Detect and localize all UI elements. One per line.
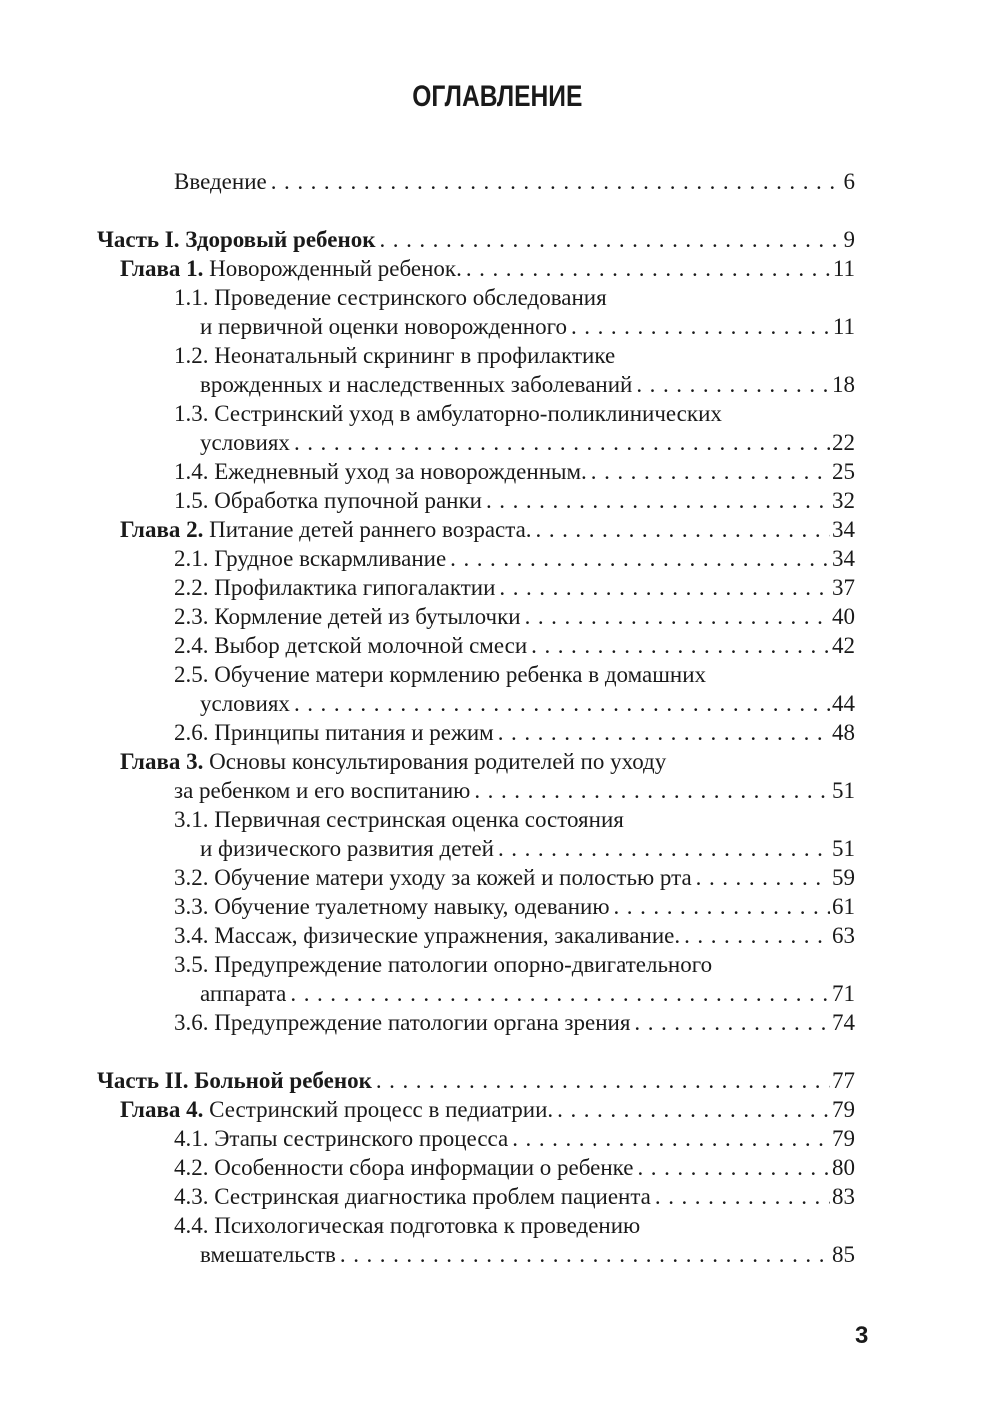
entry-page-number: 79 [832, 1126, 855, 1151]
entry-title: 2.4. Выбор детской молочной смеси [174, 633, 528, 658]
entry-page-number: 37 [832, 575, 855, 600]
leader-dots [474, 776, 830, 805]
entry-page-number: 25 [832, 459, 855, 484]
entry-title: 3.4. Массаж, физические упражнения, закаливание. [174, 923, 681, 948]
toc-entry-section[interactable] [0, 689, 1000, 718]
leader-dots [525, 602, 830, 631]
toc-entry-section[interactable] [0, 573, 1000, 602]
toc-entry-section[interactable] [0, 486, 1000, 515]
toc-entry-section[interactable] [0, 1153, 1000, 1182]
entry-text [200, 1240, 336, 1269]
entry-page-number: 77 [832, 1068, 855, 1093]
entry-title: 3.2. Обучение матери уходу за кожей и полостью рта [174, 865, 692, 890]
entry-title: за ребенком и его воспитанию [174, 778, 471, 803]
entry-title: 1.3. Сестринский уход в амбулаторно-поликлинических [174, 401, 722, 426]
entry-page-number: 34 [832, 517, 855, 542]
entry-text [174, 718, 494, 747]
toc-entry-chapter[interactable] [0, 254, 1000, 283]
toc-entry-section[interactable] [0, 950, 1000, 979]
entry-text [174, 457, 587, 486]
toc-entry-chapter[interactable] [0, 1095, 1000, 1124]
entry-text [174, 486, 482, 515]
entry-title: 4.3. Сестринская диагностика проблем пациента [174, 1184, 651, 1209]
entry-page-number: 85 [832, 1242, 855, 1267]
entry-text [174, 544, 446, 573]
toc-entry-chapter[interactable] [0, 776, 1000, 805]
leader-dots [531, 631, 830, 660]
entry-page-number: 74 [832, 1010, 855, 1035]
entry-title: Введение [174, 169, 267, 194]
leader-dots [290, 979, 830, 1008]
entry-label-bold: Глава 1. [120, 256, 204, 281]
entry-title: 1.2. Неонатальный скрининг в профилактике [174, 343, 616, 368]
entry-page-number: 9 [843, 227, 855, 252]
entry-page-number: 40 [832, 604, 855, 629]
toc-entry-section[interactable] [0, 312, 1000, 341]
entry-title: 3.6. Предупреждение патологии органа зрения [174, 1010, 631, 1035]
entry-text [200, 689, 290, 718]
toc-entry-section[interactable] [0, 370, 1000, 399]
entry-page-number: 44 [832, 691, 855, 716]
toc-entry-section[interactable] [0, 428, 1000, 457]
leader-dots [499, 573, 830, 602]
entry-label-bold: Глава 4. [120, 1097, 204, 1122]
leader-dots [450, 544, 830, 573]
toc-entry-section[interactable] [0, 718, 1000, 747]
entry-text [174, 1211, 640, 1240]
entry-title: 1.1. Проведение сестринского обследования [174, 285, 607, 310]
leader-dots [696, 863, 830, 892]
entry-page-number: 11 [832, 256, 855, 281]
entry-text [174, 602, 521, 631]
entry-title: 4.4. Психологическая подготовка к проведению [174, 1213, 641, 1238]
leader-dots [340, 1240, 830, 1269]
entry-title: вмешательств [200, 1242, 336, 1267]
toc-entry-section[interactable] [0, 805, 1000, 834]
entry-page-number: 63 [832, 923, 855, 948]
leader-dots [557, 1095, 830, 1124]
entry-text [97, 225, 375, 254]
entry-title: и первичной оценки новорожденного [200, 314, 567, 339]
page-number: 3 [855, 1322, 869, 1349]
leader-dots [637, 1153, 830, 1182]
toc-entry-section[interactable] [0, 834, 1000, 863]
entry-text [174, 950, 712, 979]
toc-entry-section[interactable] [0, 921, 1000, 950]
entry-text [174, 283, 607, 312]
toc-entry-section[interactable] [0, 1211, 1000, 1240]
entry-text [200, 979, 286, 1008]
entry-title: 2.6. Принципы питания и режим [174, 720, 494, 745]
leader-dots [536, 515, 830, 544]
entry-page-number: 79 [832, 1097, 855, 1122]
entry-text [120, 747, 666, 776]
entry-title: 2.2. Профилактика гипогалактии [174, 575, 496, 600]
entry-title: 4.2. Особенности сбора информации о ребенке [174, 1155, 634, 1180]
entry-title: 2.3. Кормление детей из бутылочки [174, 604, 521, 629]
toc-entry-section[interactable] [0, 631, 1000, 660]
toc-title: ОГЛАВЛЕНИЕ [412, 80, 583, 113]
spacer [0, 196, 1000, 225]
entry-page-number: 71 [832, 981, 855, 1006]
leader-dots [655, 1182, 830, 1211]
entry-title: 2.1. Грудное вскармливание [174, 546, 447, 571]
entry-text [200, 834, 494, 863]
entry-title: аппарата [200, 981, 287, 1006]
spacer [0, 1037, 1000, 1066]
entry-title: 1.5. Обработка пупочной ранки [174, 488, 482, 513]
entry-label-bold: Глава 2. [120, 517, 204, 542]
leader-dots [466, 254, 831, 283]
entry-text [174, 660, 706, 689]
entry-title: условиях [200, 691, 290, 716]
entry-page-number: 51 [832, 836, 855, 861]
entry-title: 3.3. Обучение туалетному навыку, одеванию [174, 894, 610, 919]
entry-page-number: 18 [832, 372, 855, 397]
toc-entry-part[interactable] [0, 225, 1000, 254]
entry-text [120, 515, 532, 544]
entry-text [174, 1008, 630, 1037]
entry-title: 1.4. Ежедневный уход за новорожденным. [174, 459, 587, 484]
entry-page-number: 34 [832, 546, 855, 571]
entry-page-number: 6 [843, 169, 855, 194]
entry-text [97, 1066, 372, 1095]
table-of-contents [0, 167, 1000, 1269]
entry-text [174, 341, 615, 370]
entry-title: условиях [200, 430, 290, 455]
leader-dots [614, 892, 831, 921]
leader-dots [379, 225, 841, 254]
toc-entry-section[interactable] [0, 1182, 1000, 1211]
entry-text [174, 1124, 508, 1153]
entry-page-number: 32 [832, 488, 855, 513]
entry-text [174, 892, 610, 921]
entry-title: Сестринский процесс в педиатрии. [203, 1097, 554, 1122]
entry-text [200, 312, 567, 341]
entry-text [174, 776, 470, 805]
entry-text [174, 805, 624, 834]
toc-entry-chapter[interactable] [0, 747, 1000, 776]
entry-page-number: 51 [832, 778, 855, 803]
leader-dots [271, 167, 842, 196]
entry-text [174, 863, 692, 892]
toc-entry-section[interactable] [0, 602, 1000, 631]
entry-page-number: 80 [832, 1155, 855, 1180]
entry-page-number: 42 [832, 633, 855, 658]
entry-title: Основы консультирования родителей по уходу [203, 749, 667, 774]
toc-entry-section[interactable] [0, 1008, 1000, 1037]
entry-text [174, 631, 527, 660]
leader-dots [591, 457, 830, 486]
entry-label-bold: Глава 3. [120, 749, 204, 774]
leader-dots [486, 486, 830, 515]
entry-title: Новорожденный ребенок. [203, 256, 462, 281]
entry-text [174, 1182, 651, 1211]
toc-entry-section[interactable] [0, 892, 1000, 921]
leader-dots [636, 370, 830, 399]
entry-page-number: 59 [832, 865, 855, 890]
leader-dots [294, 428, 830, 457]
entry-title: и физического развития детей [200, 836, 494, 861]
entry-text [174, 573, 495, 602]
entry-title: врожденных и наследственных заболеваний [200, 372, 633, 397]
leader-dots [684, 921, 830, 950]
entry-text [120, 254, 462, 283]
entry-text [200, 370, 632, 399]
leader-dots [498, 834, 830, 863]
entry-title: 3.1. Первичная сестринская оценка состояния [174, 807, 624, 832]
leader-dots [376, 1066, 830, 1095]
toc-entry-section[interactable] [0, 544, 1000, 573]
toc-entry-section[interactable] [0, 341, 1000, 370]
toc-entry-section[interactable] [0, 979, 1000, 1008]
leader-dots [512, 1124, 830, 1153]
entry-text [174, 921, 680, 950]
toc-entry-section[interactable] [0, 167, 1000, 196]
entry-page-number: 61 [832, 894, 855, 919]
toc-entry-section[interactable] [0, 283, 1000, 312]
toc-entry-section[interactable] [0, 1240, 1000, 1269]
toc-entry-section[interactable] [0, 660, 1000, 689]
entry-text [174, 399, 722, 428]
toc-entry-section[interactable] [0, 863, 1000, 892]
entry-text [200, 428, 290, 457]
entry-page-number: 83 [832, 1184, 855, 1209]
entry-label-bold: Часть I. Здоровый ребенок [97, 227, 376, 252]
entry-title: 2.5. Обучение матери кормлению ребенка в домашних [174, 662, 707, 687]
entry-title: 3.5. Предупреждение патологии опорно-двигательного [174, 952, 713, 977]
toc-entry-section[interactable] [0, 1124, 1000, 1153]
toc-entry-chapter[interactable] [0, 515, 1000, 544]
entry-page-number: 48 [832, 720, 855, 745]
entry-text [174, 167, 267, 196]
toc-entry-section[interactable] [0, 399, 1000, 428]
entry-page-number: 11 [832, 314, 855, 339]
entry-label-bold: Часть II. Больной ребенок [97, 1068, 372, 1093]
entry-text [120, 1095, 553, 1124]
entry-title: 4.1. Этапы сестринского процесса [174, 1126, 509, 1151]
leader-dots [294, 689, 830, 718]
entry-title: Питание детей раннего возраста. [203, 517, 532, 542]
toc-entry-part[interactable] [0, 1066, 1000, 1095]
toc-entry-section[interactable] [0, 457, 1000, 486]
entry-text [174, 1153, 633, 1182]
leader-dots [634, 1008, 830, 1037]
leader-dots [498, 718, 830, 747]
leader-dots [571, 312, 831, 341]
entry-page-number: 22 [832, 430, 855, 455]
